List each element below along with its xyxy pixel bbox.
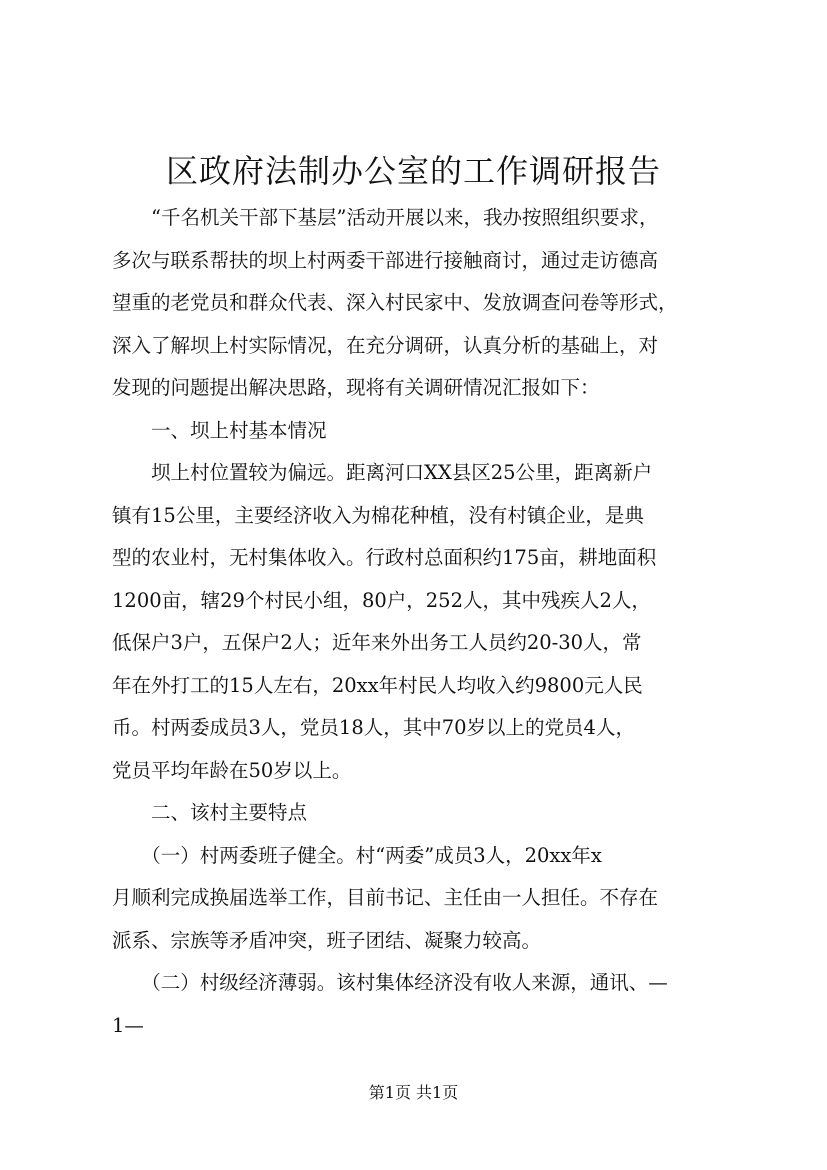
section-heading: 二、该村主要特点: [112, 801, 308, 824]
body-line: 月顺利完成换届选举工作，目前书记、主任由一人担任。不存在: [112, 886, 659, 909]
document-title: 区政府法制办公室的工作调研报告: [165, 152, 661, 190]
body-line: 低保户3户，五保户2人；近年来外出务工人员约20-30人，常: [112, 631, 642, 654]
body-line: 镇有15公里，主要经济收入为棉花种植，没有村镇企业，是典: [112, 503, 644, 527]
body-line: 派系、宗族等矛盾冲突，班子团结、凝聚力较高。: [112, 928, 542, 952]
body-line: “千名机关干部下基层”活动开展以来，我办按照组织要求，: [112, 206, 659, 229]
body-line: 发现的问题提出解决思路，现将有关调研情况汇报如下：: [112, 376, 600, 399]
body-line: 深入了解坝上村实际情况，在充分调研，认真分析的基础上，对: [112, 333, 659, 357]
page-marker: 1—: [112, 1013, 144, 1037]
body-line: （一）村两委班子健全。村“两委”成员3人，20xx年x: [112, 843, 602, 867]
body-line: 党员平均年龄在50岁以上。: [112, 758, 352, 782]
section-heading: 一、坝上村基本情况: [112, 418, 327, 442]
document-body: [112, 197, 742, 1047]
page-footer: 第1页 共1页: [368, 1083, 459, 1102]
body-line: 坝上村位置较为偏远。距离河口XX县区25公里，距离新户: [112, 461, 653, 484]
body-line: （二）村级经济薄弱。该村集体经济没有收人来源，通讯、—: [112, 971, 668, 994]
body-line: 币。村两委成员3人，党员18人，其中70岁以上的党员4人，: [112, 716, 635, 739]
body-line: 型的农业村，无村集体收入。行政村总面积约175亩，耕地面积: [112, 546, 657, 569]
body-line: 1200亩，辖29个村民小组，80户，252人，其中残疾人2人，: [112, 588, 651, 612]
body-line: 年在外打工的15人左右，20xx年村民人均收入约9800元人民: [112, 673, 643, 697]
body-line: 多次与联系帮扶的坝上村两委干部进行接触商讨，通过走访德高: [112, 248, 659, 272]
body-line: 望重的老党员和群众代表、深入村民家中、发放调查问卷等形式，: [112, 291, 678, 314]
